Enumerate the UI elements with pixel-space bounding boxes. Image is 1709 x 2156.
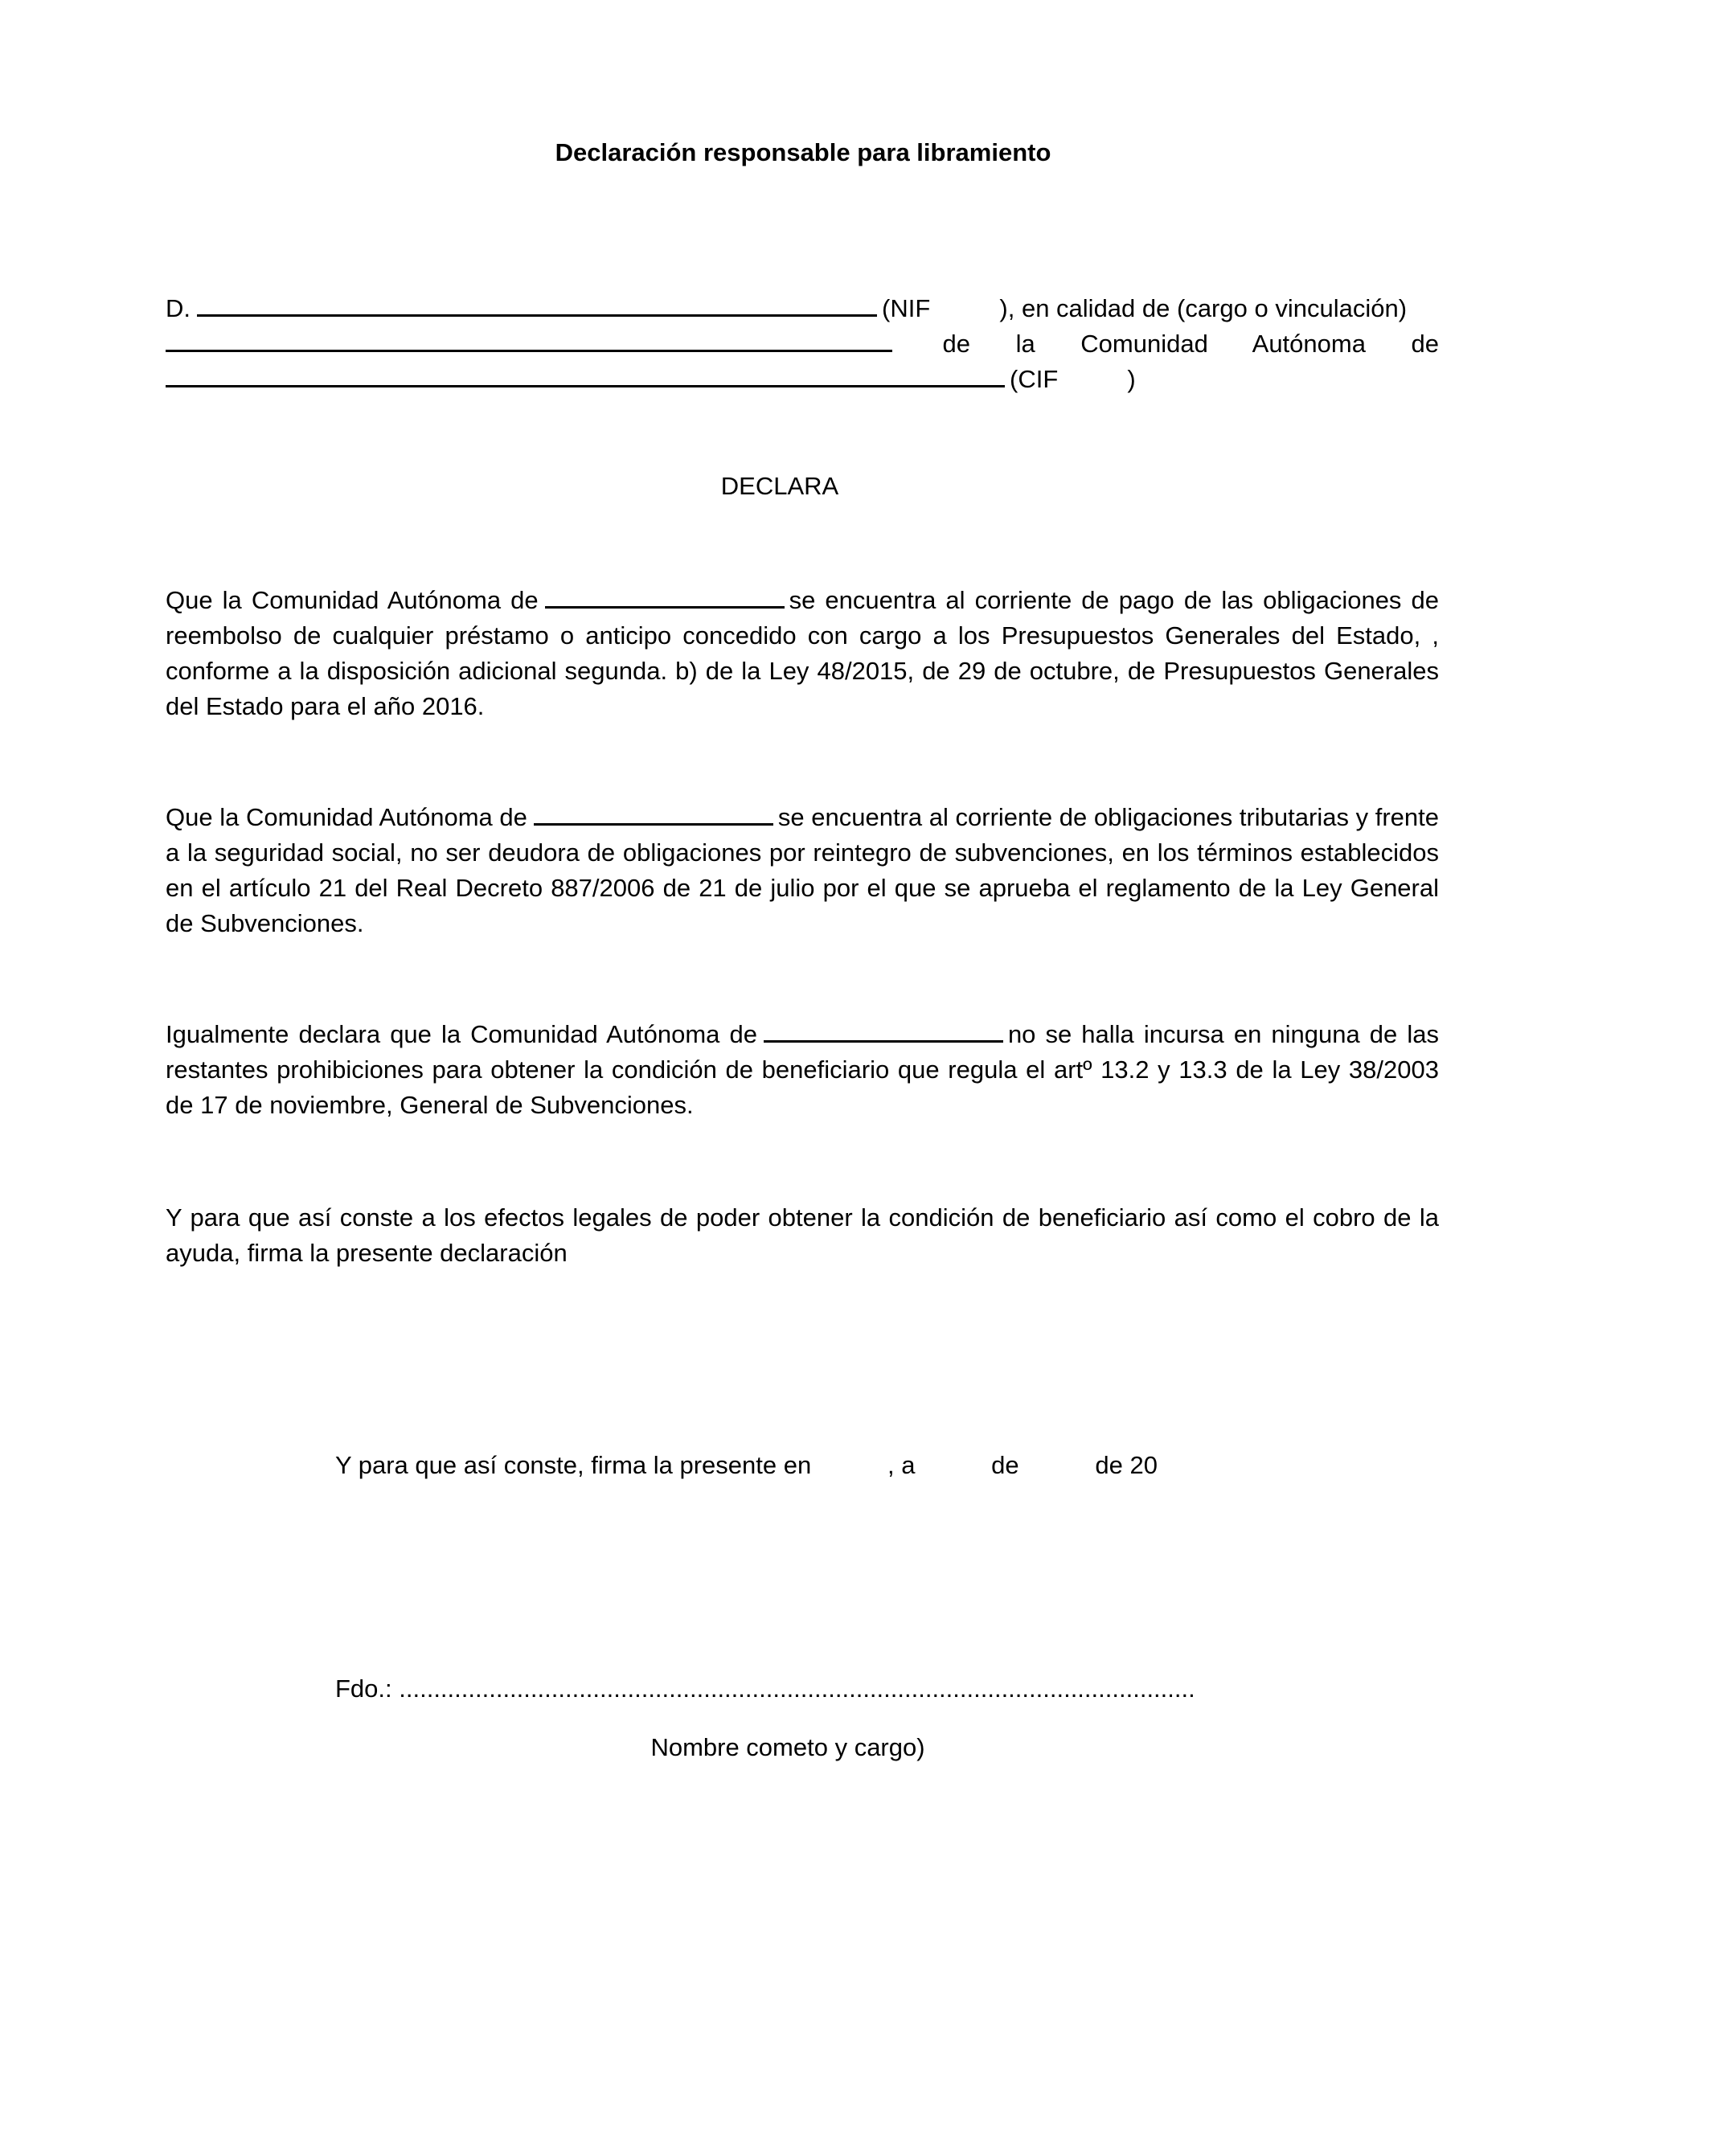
word-la: la <box>1015 330 1035 358</box>
word-de: de <box>942 330 971 358</box>
declarant-line-2 <box>166 326 1439 362</box>
d-label: D. <box>166 294 191 322</box>
declara-heading: DECLARA <box>720 472 839 500</box>
declarant-line-1 <box>166 291 1439 326</box>
p3-before: Igualmente declara que la Comunidad Autónoma de <box>166 1020 757 1048</box>
cif-close: ) <box>1127 365 1136 393</box>
cif-open: (CIF <box>1010 365 1059 393</box>
paragraph-1 <box>166 583 1439 724</box>
signature-line: Fdo.: ................................................................................................................... <box>335 1674 1195 1703</box>
signing-place-date: Y para que así conste, firma la presente en , a de de 20 <box>335 1451 1158 1479</box>
nif-close: ), en calidad de (cargo o vinculación) <box>999 294 1408 322</box>
nif-open: (NIF <box>882 294 931 322</box>
word-autonoma: Autónoma <box>1252 330 1366 358</box>
paragraph-2 <box>166 800 1439 941</box>
p2-comunidad-field[interactable] <box>534 800 773 826</box>
p1-before: Que la Comunidad Autónoma de <box>166 586 539 614</box>
paragraph-3 <box>166 1017 1439 1123</box>
p1-comunidad-field[interactable] <box>545 583 785 609</box>
comunidad-field[interactable] <box>166 362 1005 387</box>
paragraph-4: Y para que así conste a los efectos legales de poder obtener la condición de beneficiario así como el cobro de la ayuda, firma la presente declaración <box>166 1203 1439 1267</box>
signature-name-label: Nombre cometo y cargo) <box>650 1733 925 1761</box>
p2-after: se encuentra al corriente de obligaciones tributarias y frente a la seguridad social, no ser deudora de obligaciones por reintegro de subvenciones, en los términos establecidos en el artículo 21 del Real Decreto 887/2006 de 21 de julio por el que se aprueba el reglamento de la Ley General de Subvenciones. <box>166 803 1439 937</box>
p1-after: se encuentra al corriente de pago de las obligaciones de reembolso de cualquier préstamo o anticipo concedido con cargo a los Presupuestos Generales del Estado, , conforme a la disposición adicional segunda. b) de la Ley 48/2015, de 29 de octubre, de Presupuestos Generales del Estado para el año 2016. <box>166 586 1439 720</box>
p3-after: no se halla incursa en ninguna de las restantes prohibiciones para obtener la condición de beneficiario que regula el artº 13.2 y 13.3 de la Ley 38/2003 de 17 de noviembre, General de Subvenciones. <box>166 1020 1439 1119</box>
cargo-field[interactable] <box>166 326 892 352</box>
p3-comunidad-field[interactable] <box>764 1017 1003 1043</box>
word-comunidad: Comunidad <box>1080 330 1208 358</box>
p2-before: Que la Comunidad Autónoma de <box>166 803 527 831</box>
word-de-2: de <box>1411 330 1439 358</box>
declarant-header <box>166 291 1439 397</box>
declarant-line-3 <box>166 362 1439 397</box>
name-field[interactable] <box>197 291 877 317</box>
page-title: Declaración responsable para libramiento <box>555 138 1051 166</box>
